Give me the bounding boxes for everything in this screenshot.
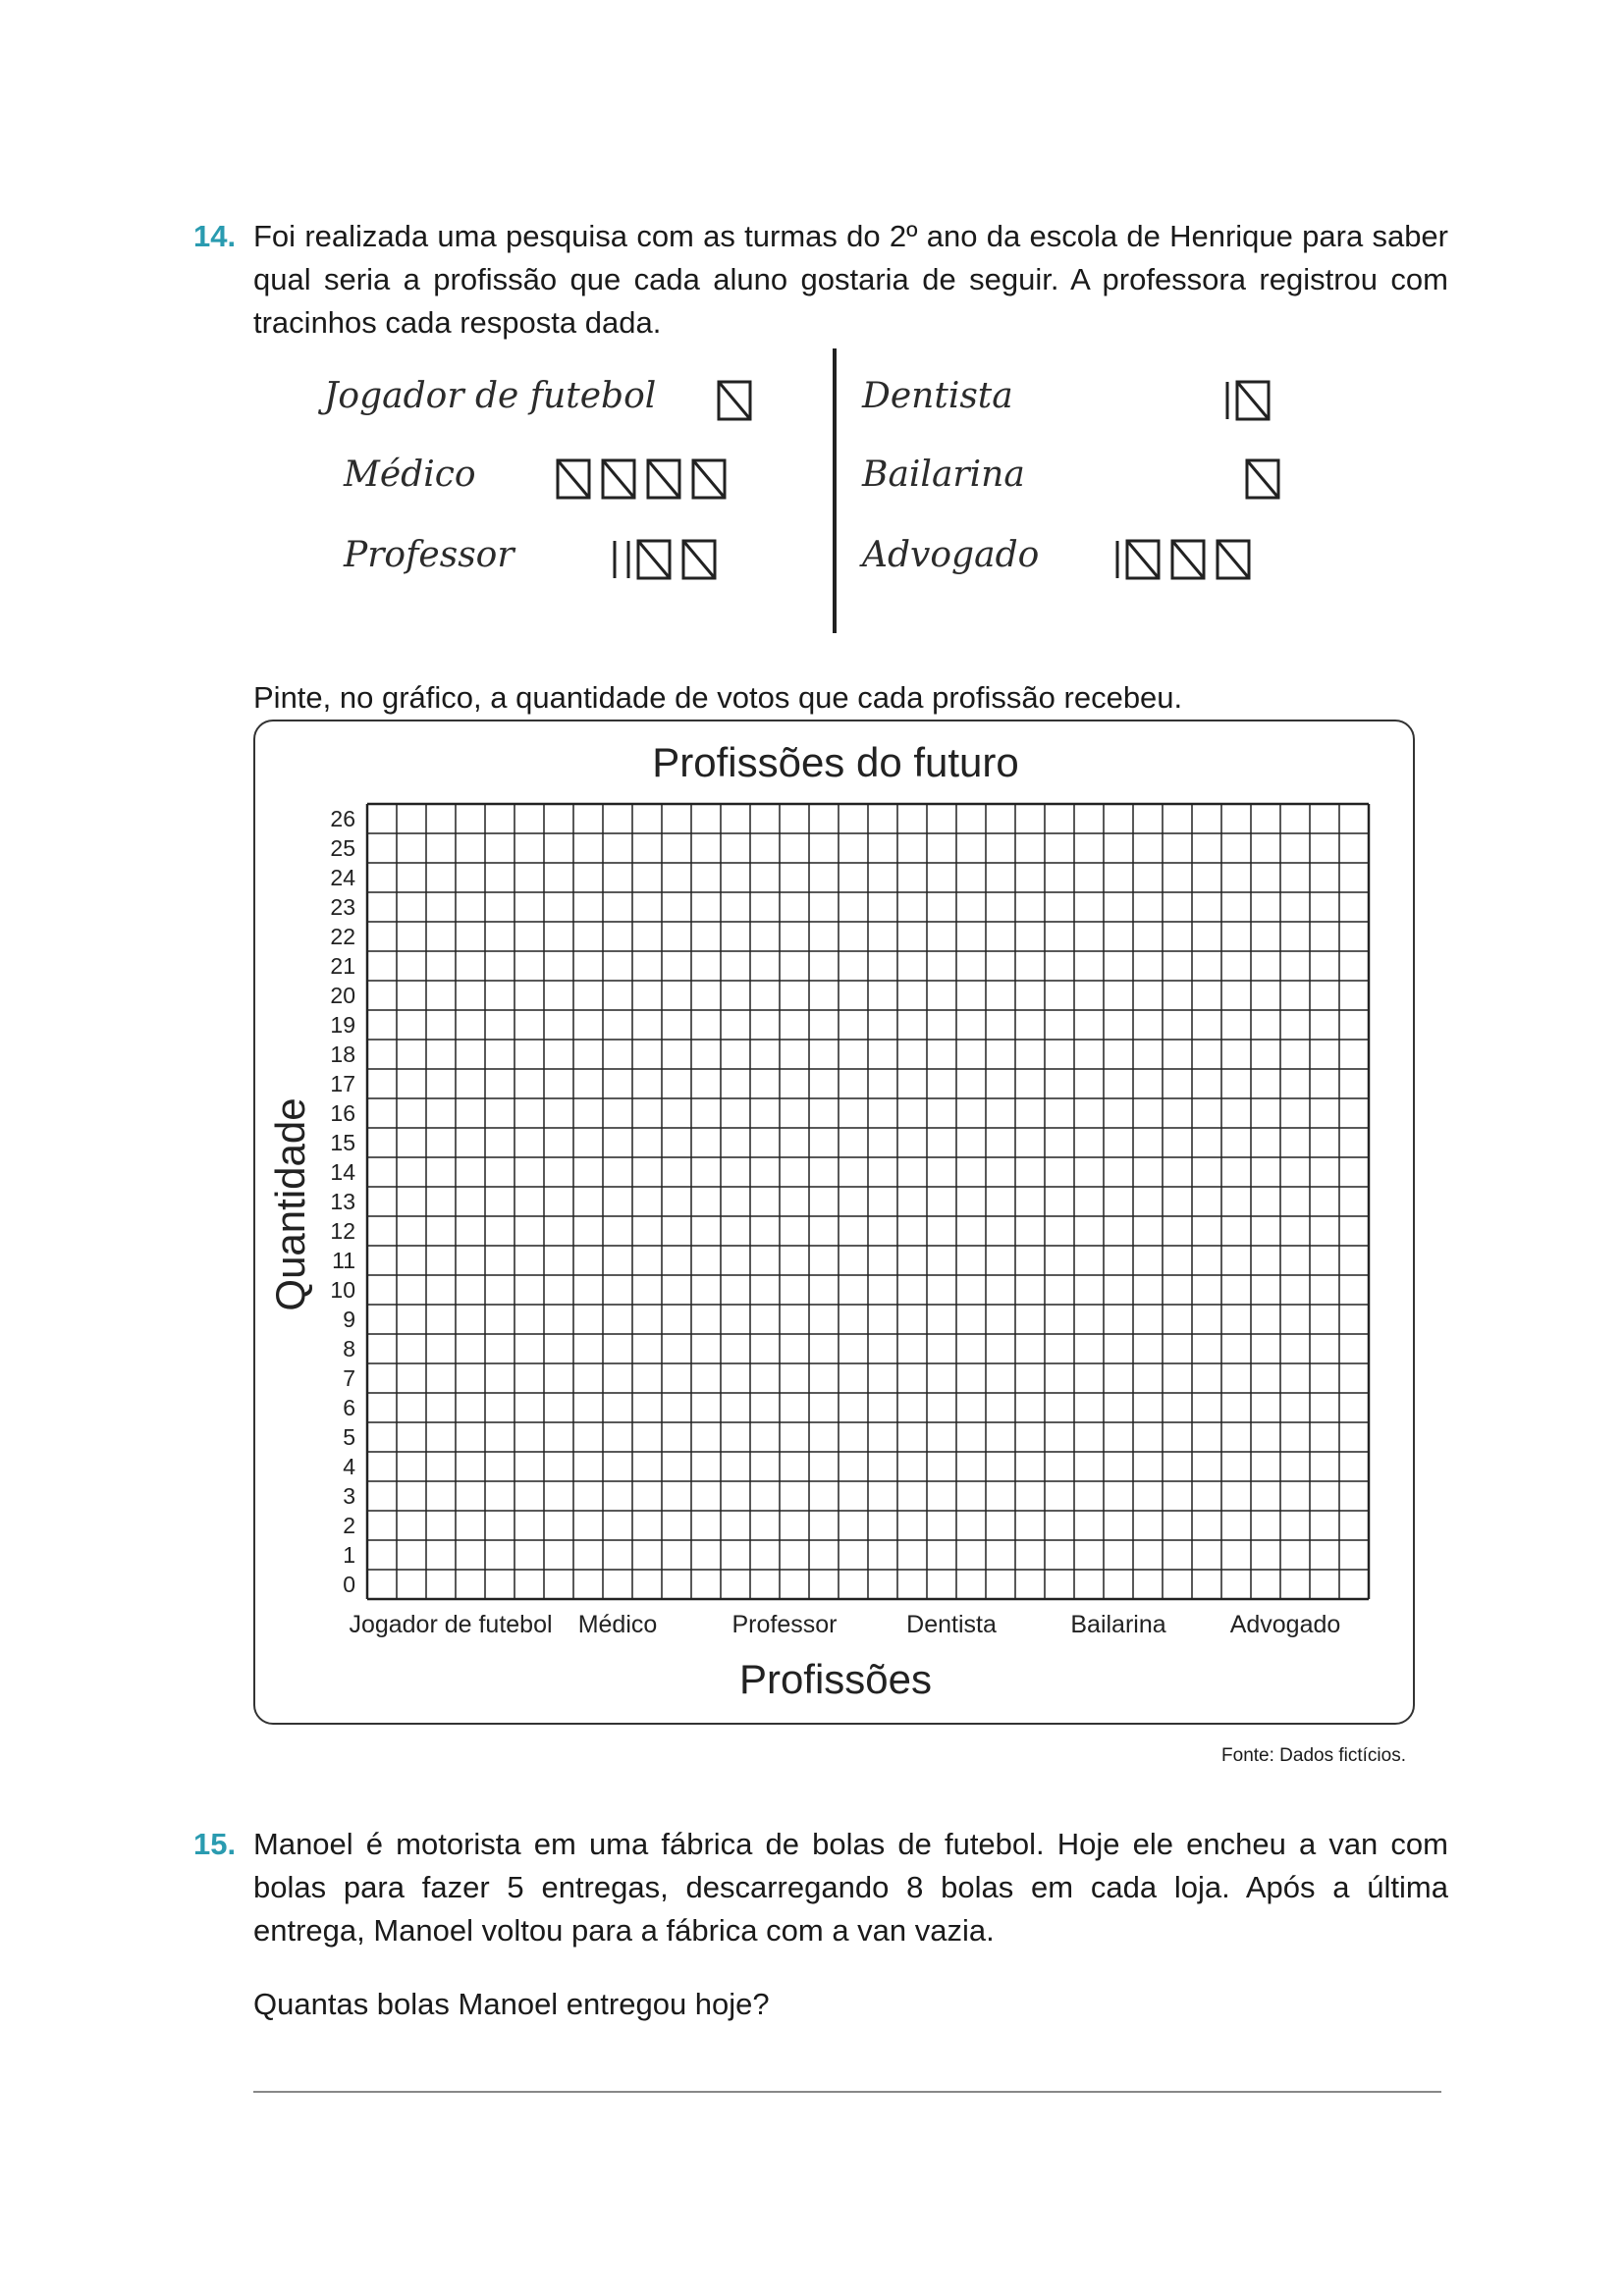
tally-marks (717, 376, 766, 423)
y-tick-label: 11 (332, 1248, 355, 1273)
y-tick-label: 9 (343, 1307, 355, 1332)
tally-diagonal (1237, 382, 1269, 419)
tally-marks (1221, 376, 1284, 423)
y-tick-label: 3 (343, 1483, 355, 1509)
tally-marks (556, 454, 740, 502)
question-number: 14. (193, 219, 237, 253)
question-prompt: Quantas bolas Manoel entregou hoje? (253, 1987, 770, 2021)
tally-divider (833, 348, 837, 633)
tally-label: Bailarina (862, 454, 1025, 495)
x-tick-label: Professor (731, 1611, 838, 1638)
y-tick-label: 10 (330, 1277, 355, 1303)
x-tick-label: Dentista (906, 1611, 997, 1638)
y-tick-label: 2 (343, 1513, 355, 1538)
question-text: Foi realizada uma pesquisa com as turmas do 2º ano da escola de Henrique para saber qual seria a profissão que cada aluno gostaria de seguir. A professora registrou com tracinhos cada resposta dada. (253, 219, 1448, 340)
answer-line[interactable] (253, 2091, 1441, 2093)
tally-label: Médico (344, 454, 476, 495)
tally-marks-svg (717, 376, 766, 423)
tally-diagonal (693, 460, 725, 498)
bar-chart-grid[interactable] (255, 721, 1417, 1727)
instruction: Pinte, no gráfico, a quantidade de votos que cada profissão recebeu. (253, 680, 1183, 715)
tally-marks-svg (1221, 376, 1284, 423)
y-tick-label: 15 (330, 1130, 355, 1155)
y-tick-label: 19 (330, 1012, 355, 1038)
x-tick-label: Advogado (1229, 1611, 1341, 1638)
question-number: 15. (193, 1827, 237, 1861)
tally-diagonal (558, 460, 589, 498)
tally-label: Advogado (862, 535, 1040, 575)
y-tick-label: 24 (330, 865, 355, 890)
question-text: Manoel é motorista em uma fábrica de bolas de futebol. Hoje ele encheu a van com bolas para fazer 5 entregas, descarregando 8 bolas em cada loja. Após a última entrega, Manoel voltou para a fábrica com a van vazia. (253, 1827, 1448, 1948)
y-tick-label: 26 (330, 806, 355, 831)
y-tick-label: 5 (343, 1424, 355, 1450)
y-tick-label: 8 (343, 1336, 355, 1362)
tally-marks (1245, 454, 1294, 502)
tally-marks (1111, 535, 1265, 582)
tally-diagonal (719, 382, 750, 419)
tally-marks-svg (1111, 535, 1265, 582)
x-tick-label: Médico (577, 1611, 658, 1638)
tally-diagonal (603, 460, 634, 498)
x-axis-label: Profissões (738, 1656, 933, 1702)
tally-marks-svg (556, 454, 740, 502)
y-tick-label: 1 (343, 1542, 355, 1568)
tally-diagonal (638, 541, 670, 578)
source-note: Fonte: Dados fictícios. (1221, 1745, 1406, 1766)
tally-marks (609, 535, 731, 582)
y-tick-label: 7 (343, 1365, 355, 1391)
tally-label: Professor (344, 535, 514, 575)
y-tick-label: 18 (330, 1041, 355, 1067)
tally-label: Jogador de futebol (324, 376, 657, 416)
chart-frame (253, 720, 1415, 1725)
y-tick-label: 13 (330, 1189, 355, 1214)
tally-label: Dentista (862, 376, 1013, 416)
tally-diagonal (1172, 541, 1204, 578)
tally-diagonal (683, 541, 715, 578)
tally-diagonal (1247, 460, 1278, 498)
chart-title: Profissões do futuro (652, 739, 1019, 785)
tally-marks-svg (1245, 454, 1294, 502)
question-15 (193, 1823, 1448, 1952)
y-tick-label: 14 (330, 1159, 355, 1185)
tally-table (324, 348, 1306, 633)
question-14 (193, 215, 1448, 345)
y-tick-label: 16 (330, 1100, 355, 1126)
y-tick-label: 0 (343, 1572, 355, 1597)
y-axis-label: Quantidade (267, 1097, 313, 1311)
y-tick-label: 12 (330, 1218, 355, 1244)
tally-diagonal (1218, 541, 1249, 578)
y-tick-label: 4 (343, 1454, 355, 1479)
y-tick-label: 22 (330, 924, 355, 949)
x-tick-label: Bailarina (1070, 1611, 1166, 1638)
y-tick-label: 20 (330, 983, 355, 1008)
y-tick-label: 21 (330, 953, 355, 979)
y-tick-label: 25 (330, 835, 355, 861)
y-tick-label: 6 (343, 1395, 355, 1420)
x-tick-label: Jogador de futebol (349, 1611, 553, 1638)
y-tick-label: 17 (330, 1071, 355, 1096)
y-tick-label: 23 (330, 894, 355, 920)
tally-diagonal (1127, 541, 1159, 578)
tally-diagonal (648, 460, 679, 498)
tally-marks-svg (609, 535, 731, 582)
